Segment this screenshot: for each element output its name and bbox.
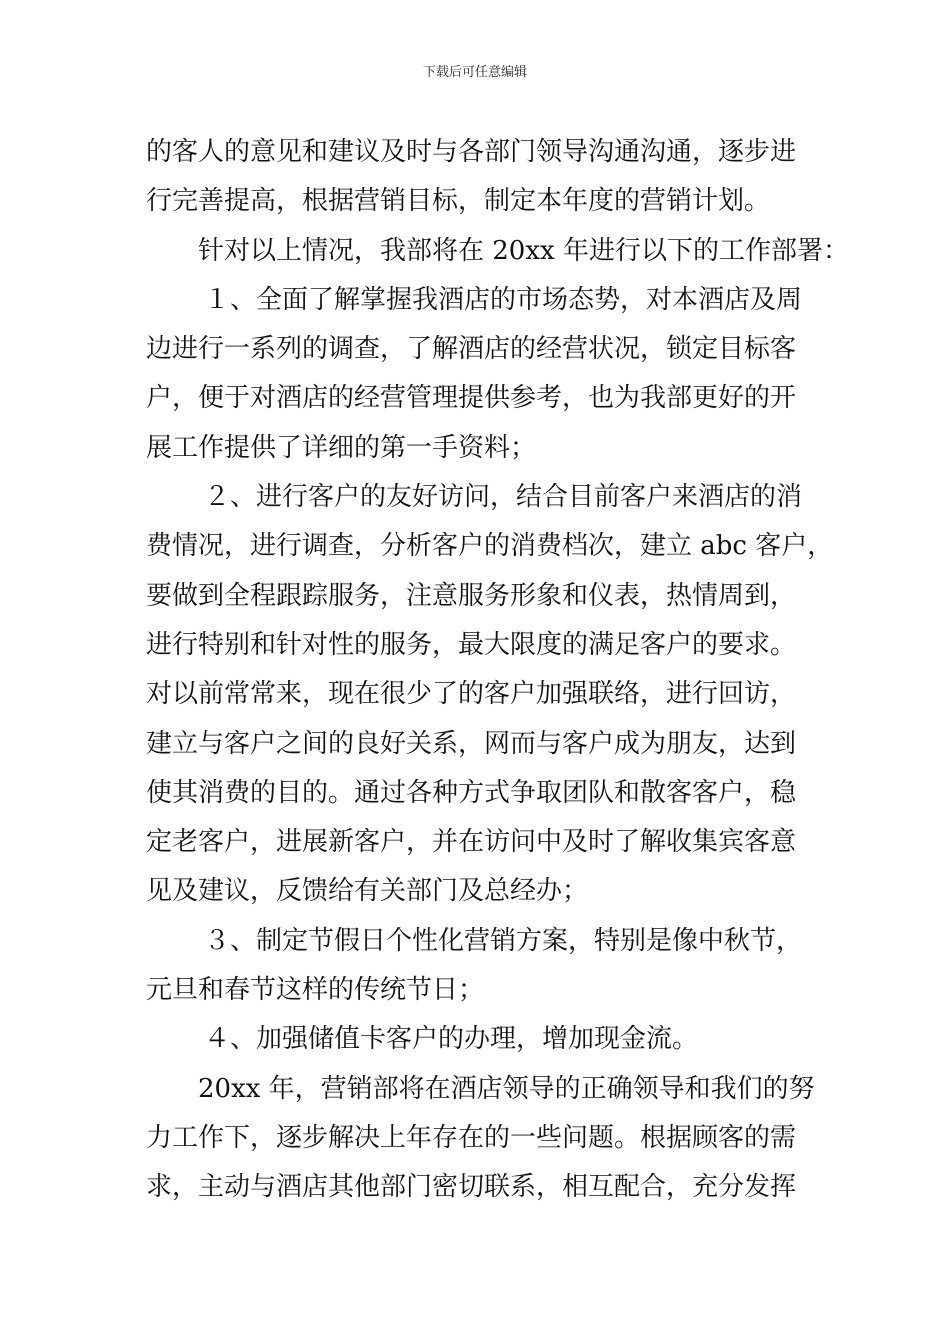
text-line: ２、进行客户的友好访问，结合目前客户来酒店的消 — [204, 482, 803, 513]
text-line: １、全面了解掌握我酒店的市场态势，对本酒店及周 — [204, 284, 803, 315]
text-line: 20xx 年，营销部将在酒店领导的正确领导和我们的努 — [198, 1073, 815, 1104]
text-line: 针对以上情况，我部将在 20xx 年进行以下的工作部署： — [198, 235, 849, 266]
text-line: 定老客户，进展新客户，并在访问中及时了解收集宾客意 — [146, 827, 797, 858]
text-line: 元旦和春节这样的传统节日； — [146, 975, 485, 1006]
document-body — [146, 128, 849, 1213]
text-line: ３、制定节假日个性化营销方案，特别是像中秋节， — [204, 925, 803, 956]
text-line: 户，便于对酒店的经营管理提供参考，也为我部更好的开 — [146, 383, 797, 414]
text-line: 力工作下，逐步解决上年存在的一些问题。根据顾客的需 — [146, 1122, 797, 1153]
text-line: 展工作提供了详细的第一手资料； — [146, 432, 537, 463]
text-line: 的客人的意见和建议及时与各部门领导沟通沟通，逐步进 — [146, 137, 797, 167]
text-line: 边进行一系列的调查，了解酒店的经营状况，锁定目标客 — [146, 334, 797, 365]
text-line: 行完善提高，根据营销目标，制定本年度的营销计划。 — [146, 186, 771, 217]
text-line: 费情况，进行调查，分析客户的消费档次，建立 abc 客户， — [146, 531, 834, 562]
text-line: 进行特别和针对性的服务，最大限度的满足客户的要求。 — [146, 629, 797, 660]
text-line: 见及建议，反馈给有关部门及总经办； — [146, 876, 589, 907]
text-line: 使其消费的目的。通过各种方式争取团队和散客客户，稳 — [146, 777, 797, 808]
text-line: ４、加强储值卡客户的办理，增加现金流。 — [204, 1024, 699, 1055]
text-line: 要做到全程跟踪服务，注意服务形象和仪表，热情周到， — [146, 580, 797, 611]
text-line: 建立与客户之间的良好关系，网而与客户成为朋友，达到 — [146, 728, 797, 759]
page-header: 下载后可任意编辑 — [422, 65, 527, 80]
text-line: 对以前常常来，现在很少了的客户加强联络，进行回访， — [146, 679, 797, 710]
text-line: 求，主动与酒店其他部门密切联系，相互配合，充分发挥 — [146, 1172, 797, 1203]
